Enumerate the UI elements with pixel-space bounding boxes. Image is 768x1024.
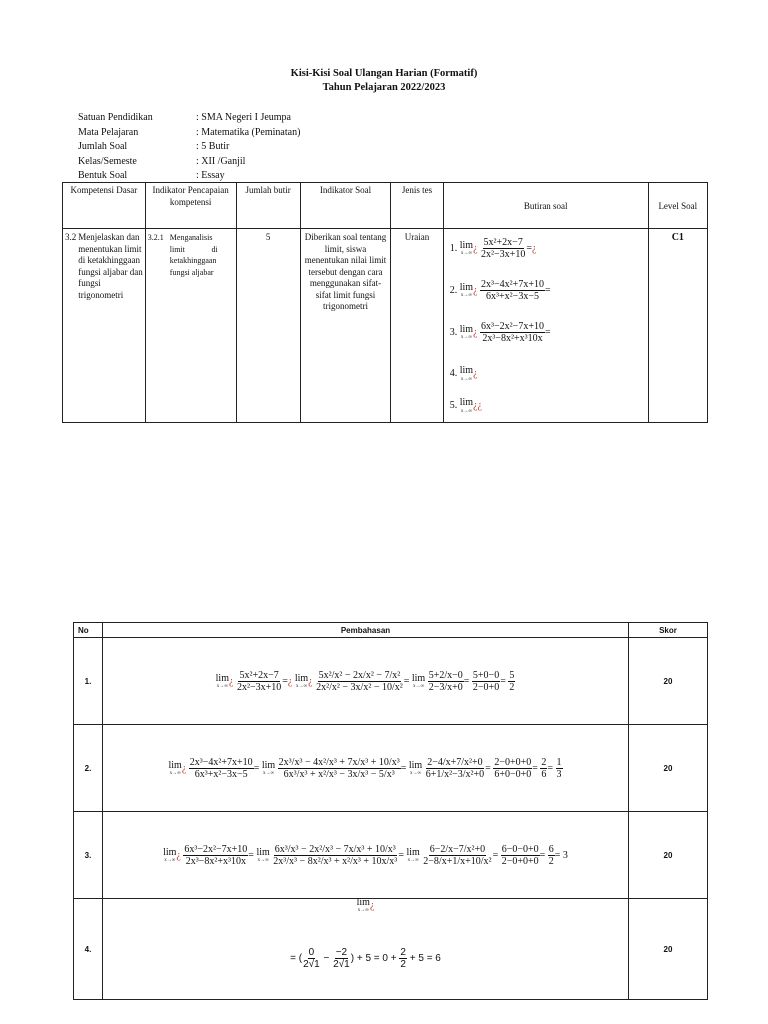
soal-4: 4. lim x→∞ ¿: [449, 365, 478, 382]
info-row: Jumlah Soal : 5 Butir: [78, 141, 230, 153]
th-kd: Kompetensi Dasar: [63, 183, 146, 229]
th-butiran: Butiran soal: [443, 183, 648, 229]
table-row: 3. lim x→∞ ¿ $\frac{\text{6x³−2x²−7x+10}}{\text{2x³−8x²+x³10x}}$ = lim x→∞ $\frac{\text{6x³/x³ − 2x²/x³ − 7x/x³ + 10/x³}}{\text{2x³/x³ − 8x²/x³ + x²/x³ + 10x/x³}}$ = lim x→∞ $\frac{\text{6−2/x−7/x²+0}}{\text{2−8/x+1/x+10/x²}}$ = $\frac{6-0-0+0}{2-0+0+0}$ = $\frac{6}{2}$ = 3 20: [74, 812, 708, 899]
kd-cell: 3.2 Menjelaskan dan menentukan limit di ketakhinggaan fungsi aljabar dan fungsi trigonometri: [63, 229, 146, 423]
th-indikator: Indikator Soal: [300, 183, 390, 229]
level-cell: C1: [648, 229, 707, 423]
pembahasan-3: lim x→∞ ¿ $\frac{\text{6x³−2x²−7x+10}}{\text{2x³−8x²+x³10x}}$ = lim x→∞ $\frac{\text{6x³/x³ − 2x²/x³ − 7x/x³ + 10/x³}}{\text{2x³/x³ − 8x²/x³ + x²/x³ + 10x/x³}}$ = lim x→∞ $\frac{\text{6−2/x−7/x²+0}}{\text{2−8/x+1/x+10/x²}}$ = $\frac{6-0-0+0}{2-0+0+0}$ = $\frac{6}{2}$ = 3: [103, 812, 629, 899]
info-row: Satuan Pendidikan : SMA Negeri I Jeumpa: [78, 112, 291, 123]
pembahasan-table: [73, 622, 708, 1000]
th-pembahasan: Pembahasan: [103, 623, 629, 638]
table-row: 4. lim x→∞ ¿ = ( $\frac{0}{2√1}$ − $\frac{-2}{2√1}$ ) + 5 = 0 + $\frac{2}{2}$ + 5 = 6 20: [74, 899, 708, 1000]
indikator-soal-cell: Diberikan soal tentang limit, siswa menentukan nilai limit tersebut dengan cara menggunakan sifat-sifat limit fungsi trigonometri: [300, 229, 390, 423]
th-level: Level Soal: [648, 183, 707, 229]
info-row: Bentuk Soal : Essay: [78, 170, 225, 182]
pembahasan-2: lim x→∞ ¿ $\frac{\text{2x³−4x²+7x+10}}{\text{6x³+x²−3x−5}}$ = lim x→∞ $\frac{\text{2x³/x³ − 4x²/x³ + 7x/x³ + 10/x³}}{\text{6x³/x³ + x²/x³ − 3x/x³ − 5/x³}}$ = lim x→∞ $\frac{\text{2−4/x+7/x²+0}}{\text{6+1/x²−3/x²+0}}$ = $\frac{2-0+0+0}{6+0-0+0}$ = $\frac{2}{6}$ = $\frac{1}{3}$: [103, 725, 629, 812]
doc-title: Kisi-Kisi Soal Ulangan Harian (Formatif): [290, 68, 478, 79]
th-jenis: Jenis tes: [391, 183, 444, 229]
ipk-cell: 3.2.1 Menganalisis limit di ketakhinggaan fungsi aljabar: [145, 229, 236, 423]
doc-subtitle: Tahun Pelajaran 2022/2023: [322, 82, 446, 93]
info-block: [78, 111, 300, 184]
jumlah-cell: 5: [236, 229, 300, 423]
table-row: 2. lim x→∞ ¿ $\frac{\text{2x³−4x²+7x+10}}{\text{6x³+x²−3x−5}}$ = lim x→∞ $\frac{\text{2x³/x³ − 4x²/x³ + 7x/x³ + 10/x³}}{\text{6x³/x³ + x²/x³ − 3x/x³ − 5/x³}}$ = lim x→∞ $\frac{\text{2−4/x+7/x²+0}}{\text{6+1/x²−3/x²+0}}$ = $\frac{2-0+0+0}{6+0-0+0}$ = $\frac{2}{6}$ = $\frac{1}{3}$ 20: [74, 725, 708, 812]
jenis-cell: Uraian: [391, 229, 444, 423]
th-no: No: [74, 623, 103, 638]
soal-3: 3. lim x→∞ ¿ $\frac{\text{6x³−2x²−7x+10}}{\text{2x³−8x²+x³10x}}$ =: [449, 321, 551, 344]
info-row: Mata Pelajaran : Matematika (Peminatan): [78, 126, 301, 138]
butiran-cell: [443, 229, 648, 423]
kisi-table: [62, 182, 708, 423]
th-ipk: Indikator Pencapaian kompetensi: [145, 183, 236, 229]
soal-1: 1. lim x→∞ ¿ $\frac{\text{5x²+2x−7}}{\text{2x²−3x+10}}$ =¿: [449, 237, 537, 260]
pembahasan-1: lim x→∞ ¿ $\frac{\text{5x²+2x−7}}{\text{2x²−3x+10}}$ =¿ lim x→∞ ¿ $\frac{\text{5x²/x² − 2x/x² − 7/x²}}{\text{2x²/x² − 3x/x² − 10/x²}}$ = lim x→∞ $\frac{5+2/x-0}{2-3/x+0}$ = $\frac{5+0-0}{2-0+0}$ = $\frac{5}{2}$: [103, 638, 629, 725]
pembahasan-4: lim x→∞ ¿ = ( $\frac{0}{2√1}$ − $\frac{-2}{2√1}$ ) + 5 = 0 + $\frac{2}{2}$ + 5 = 6: [103, 899, 629, 1000]
th-jumlah: Jumlah butir: [236, 183, 300, 229]
soal-5: 5. lim x→∞ ¿¿: [449, 397, 482, 414]
table-row: 1. lim x→∞ ¿ $\frac{\text{5x²+2x−7}}{\text{2x²−3x+10}}$ =¿ lim x→∞ ¿ $\frac{\text{5x²/x² − 2x/x² − 7/x²}}{\text{2x²/x² − 3x/x² − 10/x²}}$ = lim x→∞ $\frac{5+2/x-0}{2-3/x+0}$ = $\frac{5+0-0}{2-0+0}$ = $\frac{5}{2}$ 20: [74, 638, 708, 725]
th-skor: Skor: [629, 623, 708, 638]
info-row: Kelas/Semeste : XII /Ganjil: [78, 155, 246, 167]
soal-2: 2. lim x→∞ ¿ $\frac{\text{2x³−4x²+7x+10}}{\text{6x³+x²−3x−5}}$ =: [449, 279, 551, 302]
